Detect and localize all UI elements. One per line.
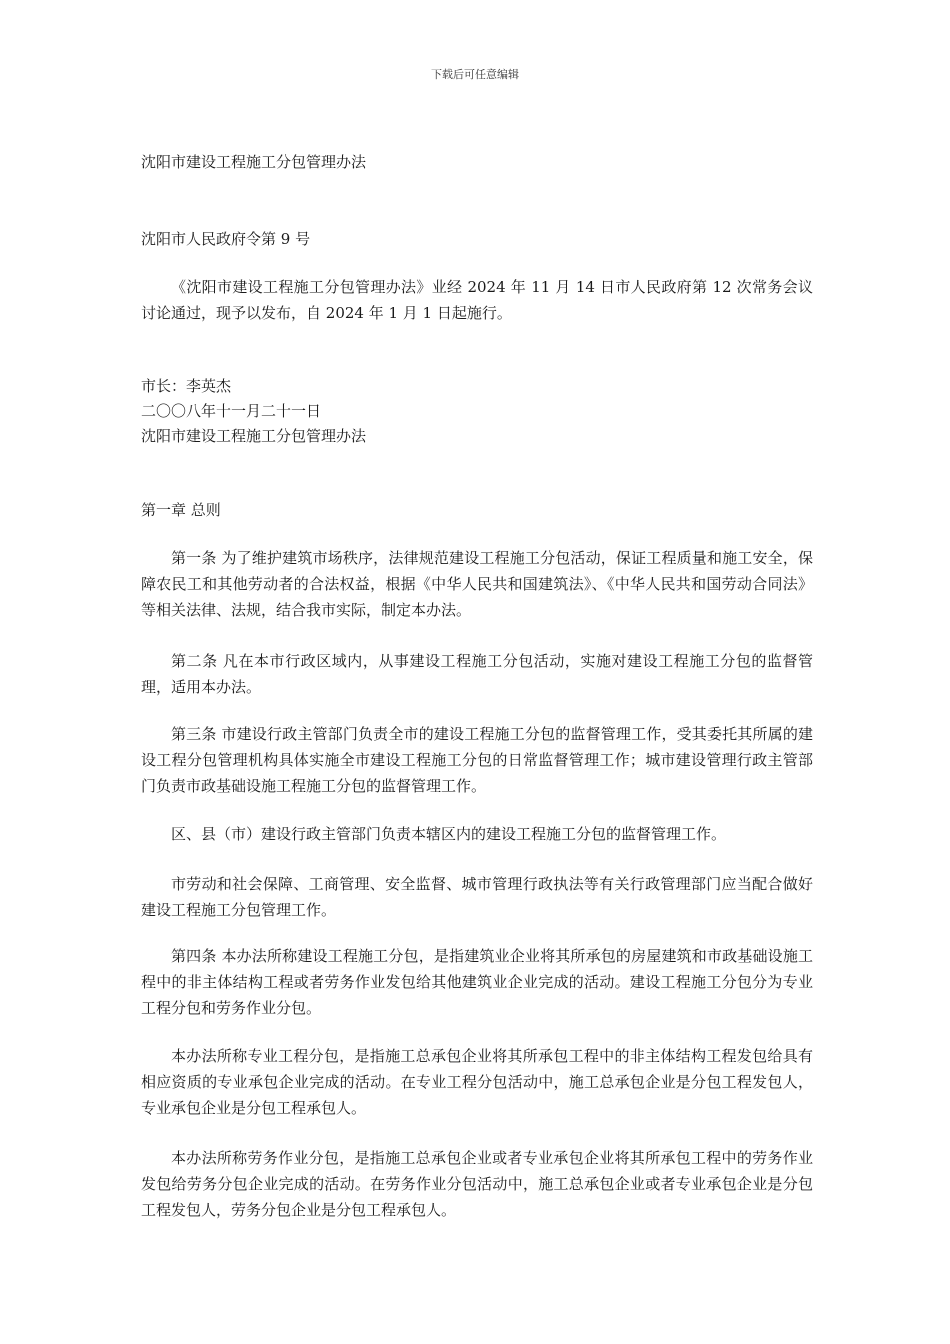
mayor-line: 市长：李英杰 <box>141 377 232 395</box>
document-title-repeat: 沈阳市建设工程施工分包管理办法 <box>141 427 367 445</box>
chapter-heading: 第一章 总则 <box>141 501 221 519</box>
article-paragraph: 区、县（市）建设行政主管部门负责本辖区内的建设工程施工分包的监督管理工作。 <box>171 825 727 843</box>
article-paragraph: 第一条 为了维护建筑市场秩序，法律规范建设工程施工分包活动，保证工程质量和施工安全，保障农民工和其他劳动者的合法权益，根据《中华人民共和国建筑法》、《中华人民共和国劳动合同法》等相关法律、法规，结合我市实际，制定本办法。 <box>141 549 813 619</box>
article-paragraph: 第三条 市建设行政主管部门负责全市的建设工程施工分包的监督管理工作，受其委托其所属的建设工程分包管理机构具体实施全市建设工程施工分包的日常监督管理工作；城市建设管理行政主管部门负责市政基础设施工程施工分包的监督管理工作。 <box>141 725 813 795</box>
article-paragraph: 本办法所称劳务作业分包，是指施工总承包企业或者专业承包企业将其所承包工程中的劳务作业发包给劳务分包企业完成的活动。在劳务作业分包活动中，施工总承包企业或者专业承包企业是分包工程发包人，劳务分包企业是分包工程承包人。 <box>141 1149 813 1219</box>
date-line: 二〇〇八年十一月二十一日 <box>141 402 322 420</box>
article-paragraph: 第四条 本办法所称建设工程施工分包，是指建筑业企业将其所承包的房屋建筑和市政基础设施工程中的非主体结构工程或者劳务作业发包给其他建筑业企业完成的活动。建设工程施工分包分为专业工程分包和劳务作业分包。 <box>141 947 813 1017</box>
document-title: 沈阳市建设工程施工分包管理办法 <box>141 153 367 171</box>
decree-number: 沈阳市人民政府令第 9 号 <box>141 230 311 248</box>
article-paragraph: 本办法所称专业工程分包，是指施工总承包企业将其所承包工程中的非主体结构工程发包给具有相应资质的专业承包企业完成的活动。在专业工程分包活动中，施工总承包企业是分包工程发包人，专业承包企业是分包工程承包人。 <box>141 1047 813 1117</box>
article-paragraph: 第二条 凡在本市行政区域内，从事建设工程施工分包活动，实施对建设工程施工分包的监督管理，适用本办法。 <box>141 652 813 696</box>
article-paragraph: 市劳动和社会保障、工商管理、安全监督、城市管理行政执法等有关行政管理部门应当配合做好建设工程施工分包管理工作。 <box>141 875 813 919</box>
header-note: 下载后可任意编辑 <box>431 68 519 81</box>
preamble-paragraph: 《沈阳市建设工程施工分包管理办法》业经 2024 年 11 月 14 日市人民政府第 12 次常务会议讨论通过，现予以发布，自 2024 年 1 月 1 日起施行。 <box>141 278 813 322</box>
